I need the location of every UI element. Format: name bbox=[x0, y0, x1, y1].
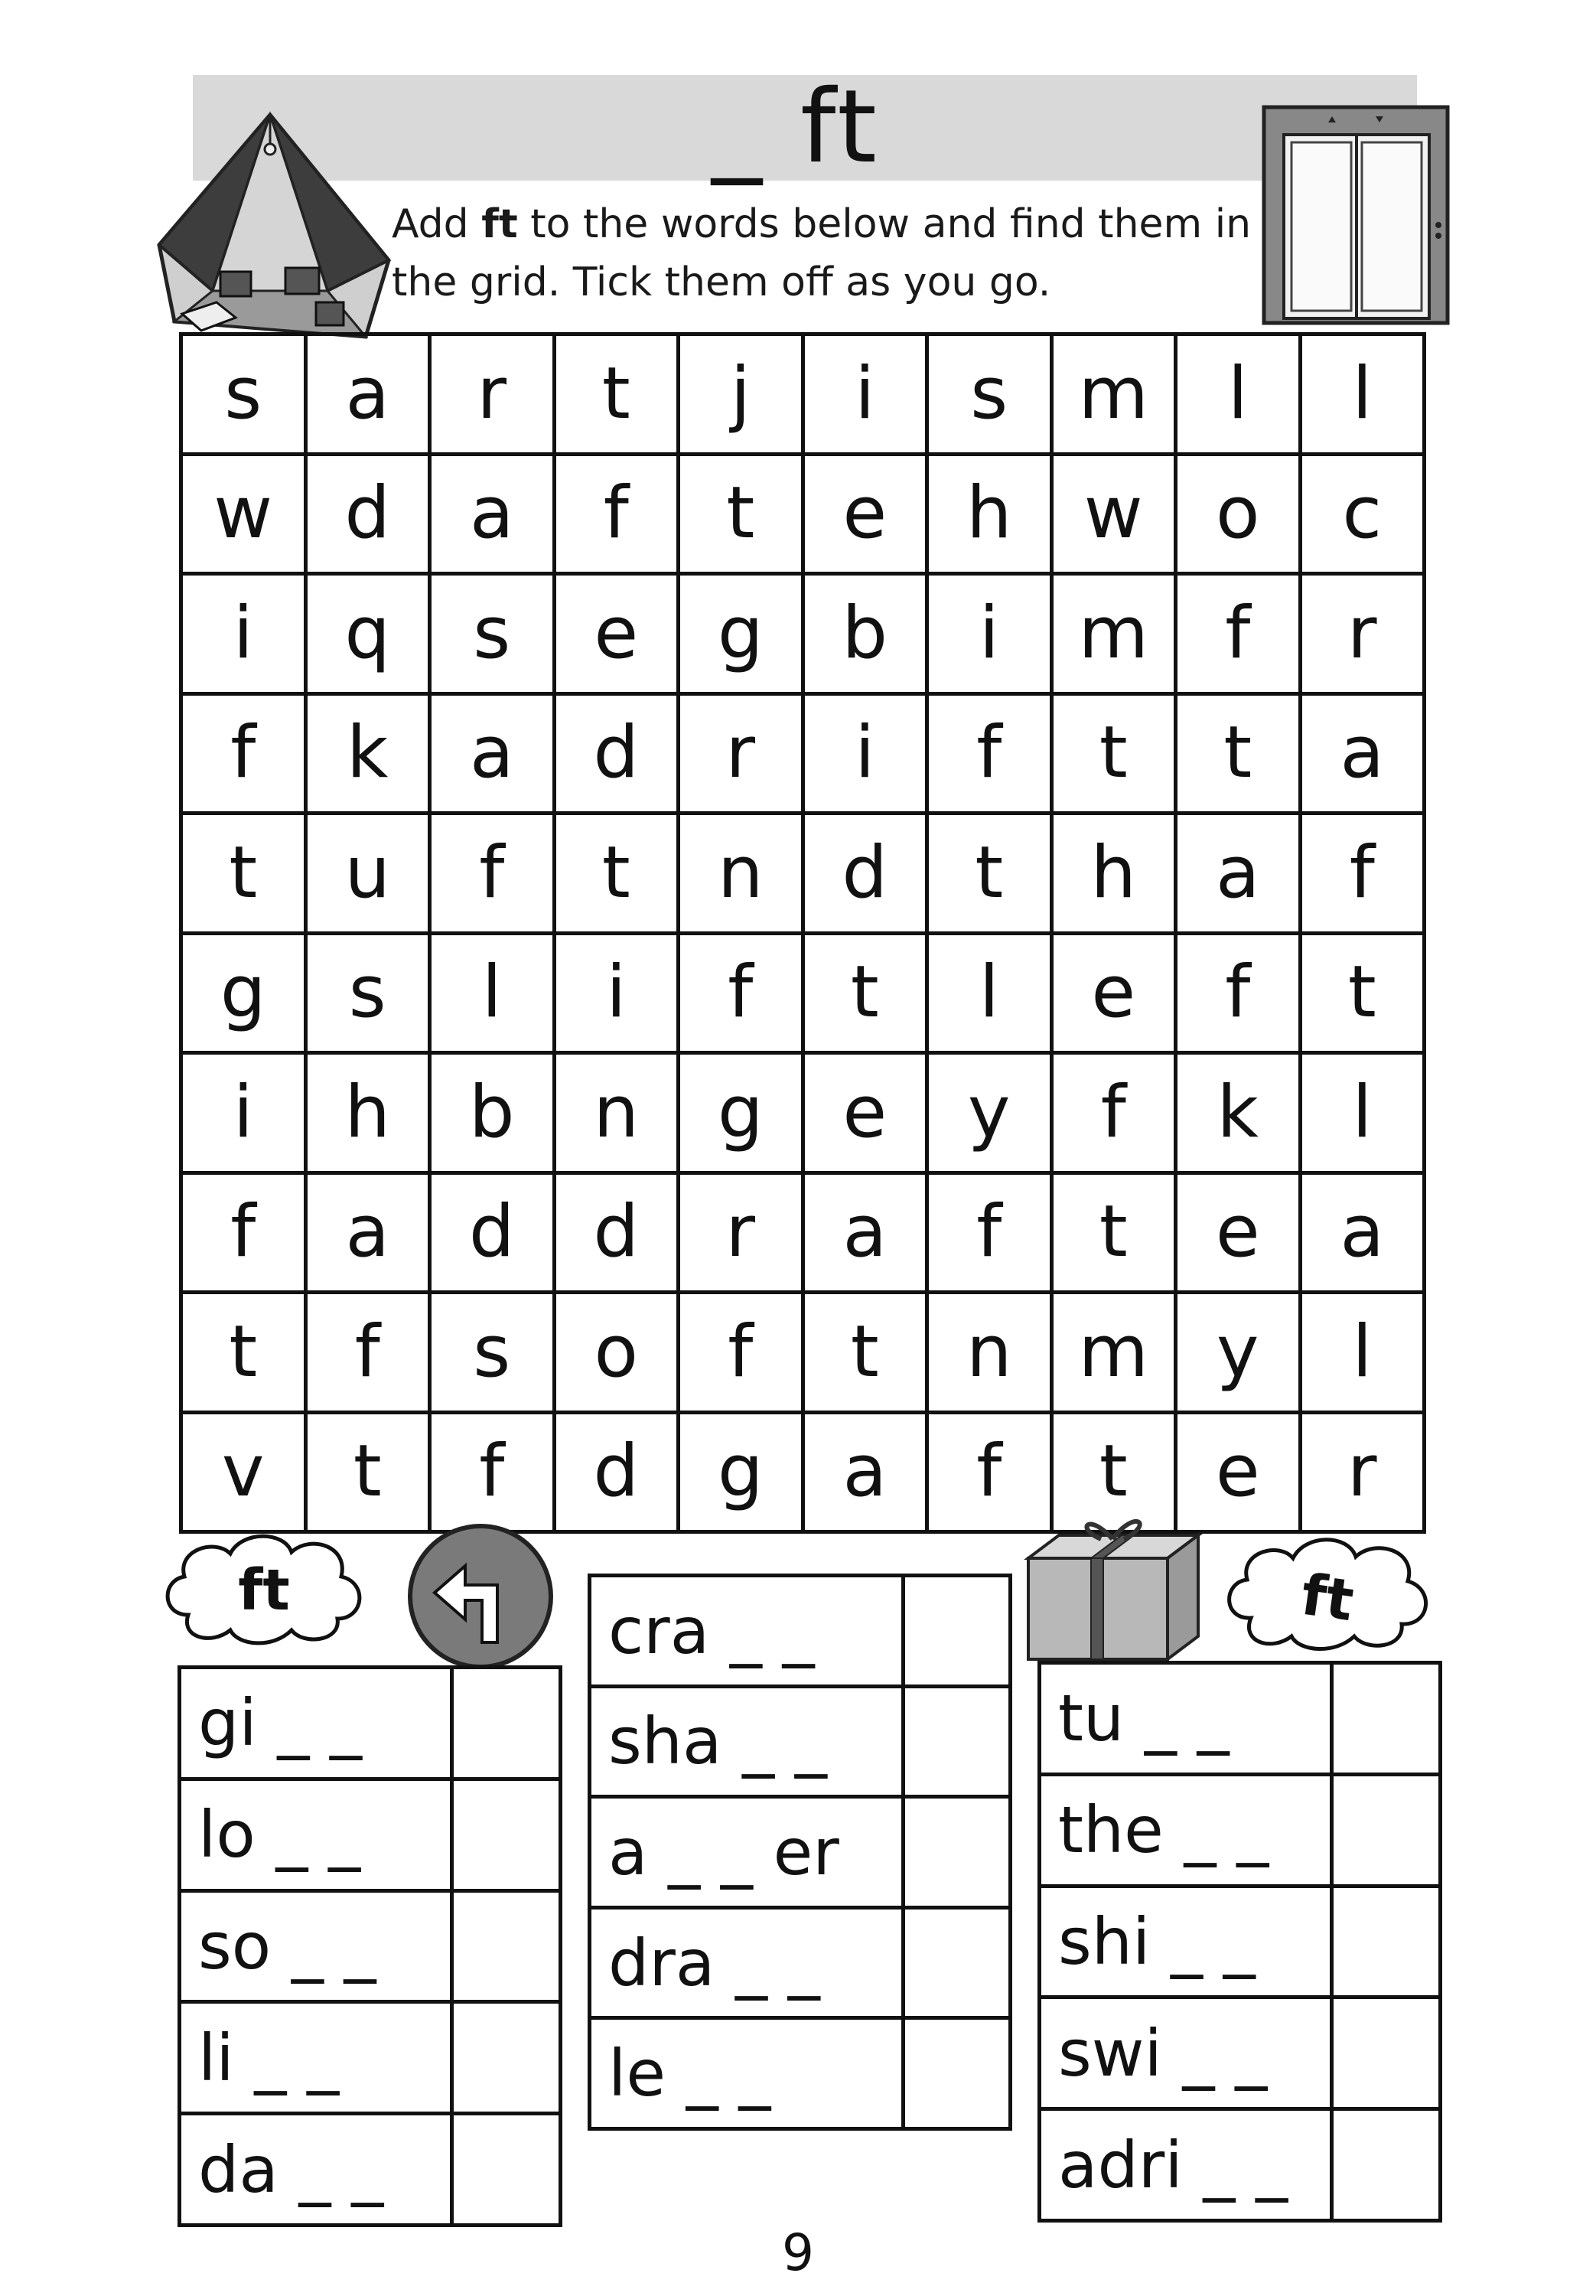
tick-box[interactable] bbox=[452, 1890, 561, 2002]
grid-cell[interactable]: a bbox=[803, 1412, 927, 1532]
grid-row bbox=[181, 1053, 1425, 1173]
word-prompt: adri _ _ bbox=[1040, 2109, 1332, 2221]
grid-cell[interactable]: t bbox=[1051, 1172, 1176, 1293]
grid-cell[interactable]: c bbox=[1300, 454, 1425, 574]
grid-cell[interactable]: f bbox=[305, 1293, 430, 1413]
grid-cell[interactable]: d bbox=[554, 1412, 679, 1532]
grid-cell[interactable]: f bbox=[1176, 933, 1301, 1053]
grid-cell[interactable]: e bbox=[1176, 1412, 1301, 1532]
grid-cell[interactable]: h bbox=[1051, 814, 1176, 934]
word-row bbox=[180, 1779, 561, 1890]
grid-cell[interactable]: f bbox=[679, 933, 803, 1053]
tick-box[interactable] bbox=[1332, 2109, 1441, 2221]
grid-cell[interactable]: k bbox=[1176, 1053, 1301, 1173]
grid-cell[interactable]: s bbox=[927, 334, 1052, 455]
tick-box[interactable] bbox=[1332, 1663, 1441, 1775]
word-prompt: swi _ _ bbox=[1040, 1998, 1332, 2109]
grid-cell[interactable]: f bbox=[181, 1172, 306, 1293]
grid-cell[interactable]: g bbox=[181, 933, 306, 1053]
grid-cell[interactable]: o bbox=[554, 1293, 679, 1413]
grid-cell[interactable]: a bbox=[430, 454, 555, 574]
grid-cell[interactable]: t bbox=[803, 1293, 927, 1413]
tick-box[interactable] bbox=[452, 1668, 561, 1779]
tick-box[interactable] bbox=[452, 2114, 561, 2226]
elevator-illustration bbox=[1261, 104, 1452, 326]
word-row bbox=[180, 2114, 561, 2226]
tick-box[interactable] bbox=[904, 1576, 1011, 1687]
word-prompt: so _ _ bbox=[180, 1890, 452, 2002]
grid-cell[interactable]: i bbox=[181, 574, 306, 694]
grid-cell[interactable]: e bbox=[803, 1053, 927, 1173]
grid-row bbox=[181, 933, 1425, 1053]
grid-cell[interactable]: r bbox=[1300, 574, 1425, 694]
grid-cell[interactable]: i bbox=[181, 1053, 306, 1173]
grid-cell[interactable]: a bbox=[1300, 1172, 1425, 1293]
word-row bbox=[1040, 2109, 1441, 2221]
word-row bbox=[590, 1686, 1011, 1797]
grid-cell[interactable]: m bbox=[1051, 334, 1176, 455]
grid-cell[interactable]: h bbox=[927, 454, 1052, 574]
grid-cell[interactable]: t bbox=[1176, 693, 1301, 814]
grid-cell[interactable]: m bbox=[1051, 574, 1176, 694]
grid-cell[interactable]: g bbox=[679, 1412, 803, 1532]
word-row bbox=[1040, 1663, 1441, 1775]
tick-box[interactable] bbox=[904, 1797, 1011, 1908]
grid-cell[interactable]: f bbox=[554, 454, 679, 574]
cloud-left-label: ft bbox=[238, 1557, 290, 1623]
grid-cell[interactable]: e bbox=[803, 454, 927, 574]
word-prompt: lo _ _ bbox=[180, 1779, 452, 1890]
grid-row bbox=[181, 334, 1425, 455]
grid-cell[interactable]: f bbox=[927, 693, 1052, 814]
word-row bbox=[1040, 1774, 1441, 1886]
word-prompt: le _ _ bbox=[590, 2018, 904, 2129]
tick-box[interactable] bbox=[904, 1686, 1011, 1797]
tick-box[interactable] bbox=[452, 1779, 561, 1890]
grid-cell[interactable]: t bbox=[803, 933, 927, 1053]
grid-cell[interactable]: f bbox=[181, 693, 306, 814]
grid-cell[interactable]: r bbox=[679, 693, 803, 814]
grid-cell[interactable]: a bbox=[1176, 814, 1301, 934]
grid-cell[interactable]: r bbox=[1300, 1412, 1425, 1532]
grid-cell[interactable]: v bbox=[181, 1412, 306, 1532]
grid-cell[interactable]: f bbox=[679, 1293, 803, 1413]
word-prompt: sha _ _ bbox=[590, 1686, 904, 1797]
cloud-right-label: ft bbox=[1297, 1561, 1358, 1635]
grid-cell[interactable]: d bbox=[305, 454, 430, 574]
word-list-middle bbox=[588, 1574, 1012, 2131]
page-number: 9 bbox=[782, 2223, 814, 2282]
word-list-right bbox=[1037, 1661, 1442, 2223]
word-prompt: da _ _ bbox=[180, 2114, 452, 2226]
grid-cell[interactable]: t bbox=[181, 1293, 306, 1413]
grid-cell[interactable]: t bbox=[181, 814, 306, 934]
grid-cell[interactable]: e bbox=[1051, 933, 1176, 1053]
word-row bbox=[590, 2018, 1011, 2129]
grid-cell[interactable]: i bbox=[803, 693, 927, 814]
grid-row bbox=[181, 814, 1425, 934]
grid-cell[interactable]: o bbox=[1176, 454, 1301, 574]
grid-cell[interactable]: g bbox=[679, 1053, 803, 1173]
grid-cell[interactable]: y bbox=[927, 1053, 1052, 1173]
grid-cell[interactable]: s bbox=[181, 334, 306, 455]
grid-cell[interactable]: t bbox=[554, 334, 679, 455]
grid-cell[interactable]: t bbox=[554, 814, 679, 934]
grid-cell[interactable]: w bbox=[1051, 454, 1176, 574]
word-row bbox=[590, 1576, 1011, 1687]
grid-cell[interactable]: j bbox=[679, 334, 803, 455]
grid-cell[interactable]: a bbox=[305, 334, 430, 455]
word-prompt: a _ _ er bbox=[590, 1797, 904, 1908]
grid-cell[interactable]: l bbox=[927, 933, 1052, 1053]
grid-row bbox=[181, 693, 1425, 814]
grid-cell[interactable]: s bbox=[430, 574, 555, 694]
tick-box[interactable] bbox=[1332, 1774, 1441, 1886]
grid-cell[interactable]: s bbox=[305, 933, 430, 1053]
tick-box[interactable] bbox=[904, 2018, 1011, 2129]
grid-row bbox=[181, 574, 1425, 694]
grid-cell[interactable]: h bbox=[305, 1053, 430, 1173]
word-search-grid bbox=[179, 332, 1426, 1534]
grid-cell[interactable]: b bbox=[430, 1053, 555, 1173]
grid-cell[interactable]: d bbox=[803, 814, 927, 934]
word-prompt: tu _ _ bbox=[1040, 1663, 1332, 1775]
grid-cell[interactable]: e bbox=[554, 574, 679, 694]
instruction-bold: ft bbox=[481, 201, 518, 247]
word-row bbox=[590, 1797, 1011, 1908]
word-row bbox=[180, 1890, 561, 2002]
grid-cell[interactable]: d bbox=[430, 1172, 555, 1293]
grid-cell[interactable]: e bbox=[1176, 1172, 1301, 1293]
grid-cell[interactable]: t bbox=[305, 1412, 430, 1532]
word-prompt: cra _ _ bbox=[590, 1576, 904, 1687]
grid-cell[interactable]: k bbox=[305, 693, 430, 814]
grid-cell[interactable]: n bbox=[554, 1053, 679, 1173]
grid-cell[interactable]: t bbox=[927, 814, 1052, 934]
grid-cell[interactable]: f bbox=[927, 1412, 1052, 1532]
word-prompt: dra _ _ bbox=[590, 1907, 904, 2018]
grid-cell[interactable]: i bbox=[803, 334, 927, 455]
tick-box[interactable] bbox=[904, 1907, 1011, 2018]
grid-row bbox=[181, 1172, 1425, 1293]
tick-box[interactable] bbox=[1332, 1998, 1441, 2109]
grid-cell[interactable]: f bbox=[1300, 814, 1425, 934]
grid-cell[interactable]: f bbox=[430, 814, 555, 934]
word-row bbox=[180, 2002, 561, 2114]
instruction-pre: Add bbox=[392, 201, 482, 247]
grid-cell[interactable]: g bbox=[679, 574, 803, 694]
grid-cell[interactable]: f bbox=[1176, 574, 1301, 694]
grid-cell[interactable]: n bbox=[927, 1293, 1052, 1413]
word-row bbox=[1040, 1998, 1441, 2109]
page-title: _ ft bbox=[712, 68, 880, 186]
grid-cell[interactable]: l bbox=[1300, 1053, 1425, 1173]
word-row bbox=[590, 1907, 1011, 2018]
tick-box[interactable] bbox=[1332, 1886, 1441, 1998]
grid-cell[interactable]: i bbox=[554, 933, 679, 1053]
grid-cell[interactable]: l bbox=[1300, 334, 1425, 455]
tick-box[interactable] bbox=[452, 2002, 561, 2114]
word-row bbox=[1040, 1886, 1441, 1998]
grid-cell[interactable]: t bbox=[1051, 693, 1176, 814]
grid-cell[interactable]: f bbox=[1051, 1053, 1176, 1173]
grid-cell[interactable]: l bbox=[1300, 1293, 1425, 1413]
word-prompt: li _ _ bbox=[180, 2002, 452, 2114]
grid-cell[interactable]: f bbox=[430, 1412, 555, 1532]
grid-row bbox=[181, 1293, 1425, 1413]
grid-cell[interactable]: t bbox=[1300, 933, 1425, 1053]
grid-cell[interactable]: w bbox=[181, 454, 306, 574]
grid-cell[interactable]: a bbox=[430, 693, 555, 814]
grid-cell[interactable]: n bbox=[679, 814, 803, 934]
instructions-text bbox=[392, 195, 1279, 311]
grid-cell[interactable]: t bbox=[679, 454, 803, 574]
word-prompt: shi _ _ bbox=[1040, 1886, 1332, 1998]
turn-left-sign-icon bbox=[404, 1520, 557, 1673]
grid-row bbox=[181, 454, 1425, 574]
room-illustration bbox=[144, 107, 396, 352]
grid-cell[interactable]: q bbox=[305, 574, 430, 694]
grid-cell[interactable]: s bbox=[430, 1293, 555, 1413]
grid-cell[interactable]: l bbox=[1176, 334, 1301, 455]
grid-cell[interactable]: m bbox=[1051, 1293, 1176, 1413]
word-row bbox=[180, 1668, 561, 1779]
gift-box-icon bbox=[1021, 1505, 1204, 1665]
grid-cell[interactable]: d bbox=[554, 693, 679, 814]
word-prompt: gi _ _ bbox=[180, 1668, 452, 1779]
instruction-post: to the words below and find them in the grid. Tick them off as you go. bbox=[392, 201, 1252, 305]
grid-cell[interactable]: t bbox=[1051, 1412, 1176, 1532]
word-prompt: the _ _ bbox=[1040, 1774, 1332, 1886]
grid-cell[interactable]: b bbox=[803, 574, 927, 694]
grid-cell[interactable]: y bbox=[1176, 1293, 1301, 1413]
word-list-left bbox=[178, 1665, 562, 2227]
grid-cell[interactable]: l bbox=[430, 933, 555, 1053]
grid-cell[interactable]: a bbox=[305, 1172, 430, 1293]
grid-cell[interactable]: a bbox=[803, 1172, 927, 1293]
grid-cell[interactable]: d bbox=[554, 1172, 679, 1293]
grid-cell[interactable]: a bbox=[1300, 693, 1425, 814]
grid-row bbox=[181, 1412, 1425, 1532]
grid-cell[interactable]: r bbox=[679, 1172, 803, 1293]
grid-cell[interactable]: r bbox=[430, 334, 555, 455]
grid-cell[interactable]: u bbox=[305, 814, 430, 934]
grid-cell[interactable]: i bbox=[927, 574, 1052, 694]
grid-cell[interactable]: f bbox=[927, 1172, 1052, 1293]
